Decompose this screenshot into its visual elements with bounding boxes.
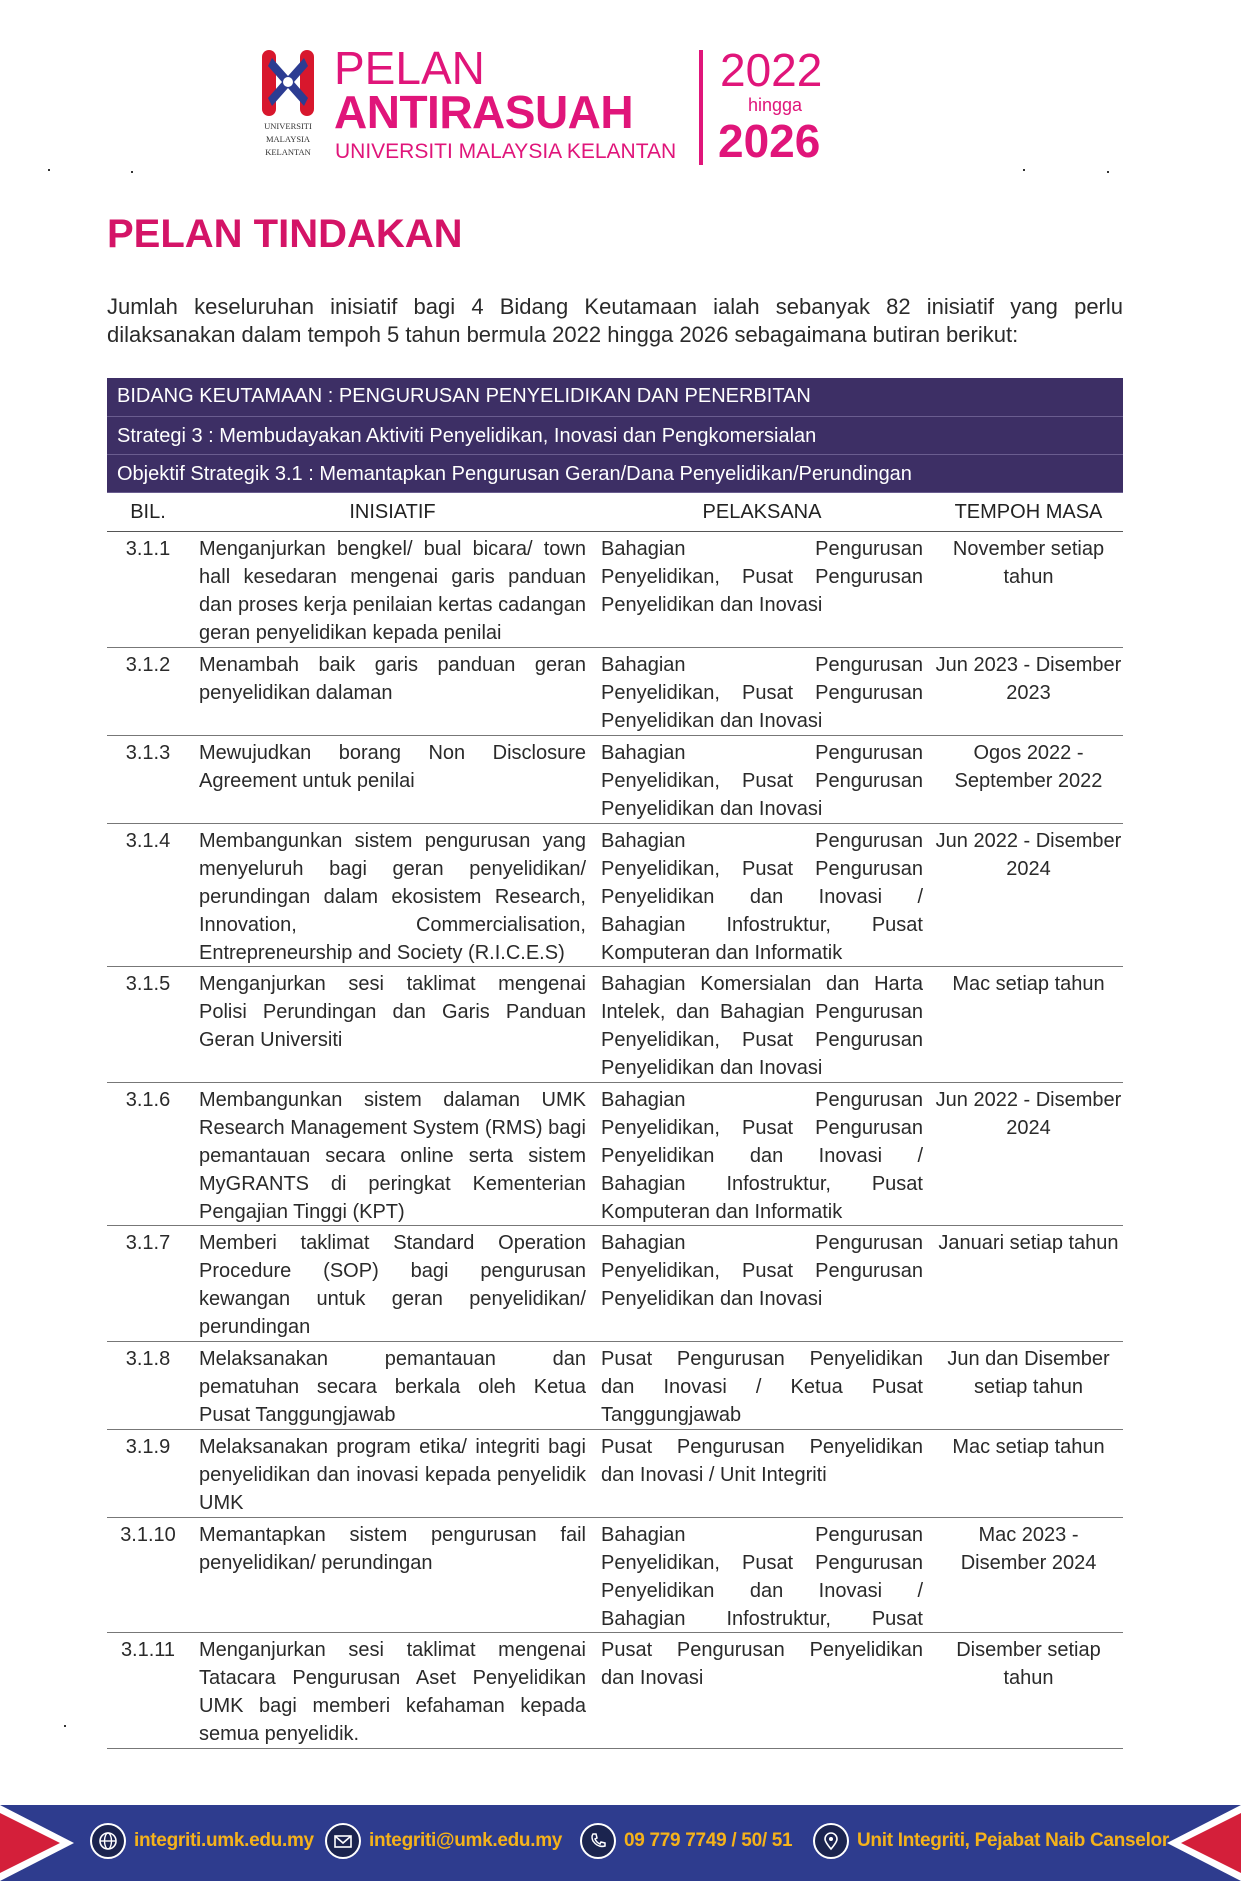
footer-email-text: integriti@umk.edu.my	[369, 1830, 563, 1851]
footer-left-arrow	[0, 1805, 80, 1881]
footer-address[interactable]	[813, 1823, 1169, 1859]
cell-pelaksana: Bahagian Pengurusan Penyelidikan, Pusat Pengurusan Penyelidikan dan Inovasi	[601, 742, 923, 820]
action-plan-table	[107, 378, 1123, 1749]
cell-pelaksana: Bahagian Komersialan dan Harta Intelek, dan Bahagian Pengurusan Penyelidikan, Pusat Pengurusan Penyelidikan dan Inovasi	[601, 973, 923, 1079]
footer-website[interactable]	[90, 1823, 314, 1859]
cell-bil: 3.1.5	[125, 973, 171, 995]
cell-inisiatif: Melaksanakan program etika/ integriti bagi penyelidikan dan inovasi kepada penyelidik UMK	[199, 1436, 586, 1514]
footer-website-text: integriti.umk.edu.my	[134, 1830, 314, 1851]
cell-pelaksana: Bahagian Pengurusan Penyelidikan, Pusat Pengurusan Penyelidikan dan Inovasi / Bahagian Infostruktur, Pusat	[601, 1524, 923, 1630]
cell-bil: 3.1.9	[125, 1436, 171, 1458]
cell-pelaksana: Bahagian Pengurusan Penyelidikan, Pusat Pengurusan Penyelidikan dan Inovasi / Bahagian Infostruktur, Pusat Komputeran dan Informatik	[601, 1089, 923, 1223]
footer-email[interactable]	[325, 1823, 562, 1859]
table-row	[107, 1633, 1123, 1749]
cell-tempoh: Jun 2023 - Disember 2023	[935, 654, 1122, 704]
cell-bil: 3.1.6	[125, 1089, 171, 1111]
cell-inisiatif: Mewujudkan borang Non Disclosure Agreement untuk penilai	[199, 742, 586, 792]
cell-bil: 3.1.2	[125, 654, 171, 676]
speck	[1107, 171, 1109, 173]
objektif-band: Objektif Strategik 3.1 : Memantapkan Pengurusan Geran/Dana Penyelidikan/Perundingan	[107, 455, 1123, 493]
cell-tempoh: Mac setiap tahun	[952, 1436, 1105, 1458]
umk-logo	[258, 48, 318, 166]
cell-tempoh: Januari setiap tahun	[938, 1232, 1119, 1254]
logo-line: MALAYSIA	[265, 134, 311, 144]
cell-bil: 3.1.11	[120, 1639, 176, 1661]
col-header-tempoh: TEMPOH MASA	[954, 500, 1103, 523]
strategi-band: Strategi 3 : Membudayakan Aktiviti Penyelidikan, Inovasi dan Pengkomersialan	[107, 417, 1123, 455]
cell-inisiatif: Memantapkan sistem pengurusan fail penyelidikan/ perundingan	[199, 1524, 586, 1574]
footer-phone[interactable]	[580, 1823, 792, 1859]
cell-inisiatif: Menganjurkan sesi taklimat mengenai Polisi Perundingan dan Garis Panduan Geran Universiti	[199, 973, 586, 1051]
logo-line: KELANTAN	[265, 147, 311, 157]
table-row	[107, 1226, 1123, 1342]
cell-pelaksana: Pusat Pengurusan Penyelidikan dan Inovasi / Ketua Pusat Tanggungjawab	[601, 1348, 923, 1426]
col-header-pelaksana: PELAKSANA	[702, 500, 822, 523]
globe-icon	[90, 1823, 126, 1859]
speck	[48, 169, 50, 171]
header-divider	[699, 50, 703, 165]
cell-pelaksana: Bahagian Pengurusan Penyelidikan, Pusat Pengurusan Penyelidikan dan Inovasi / Bahagian Infostruktur, Pusat Komputeran dan Informatik	[601, 830, 923, 964]
page-title: PELAN TINDAKAN	[107, 212, 463, 256]
cell-tempoh: November setiap tahun	[952, 538, 1105, 588]
year-start: 2022	[720, 44, 823, 96]
page-header	[258, 44, 858, 169]
col-header-bil: BIL.	[130, 500, 166, 523]
cell-inisiatif: Memberi taklimat Standard Operation Procedure (SOP) bagi pengurusan kewangan untuk geran penyelidikan/ perundingan	[199, 1232, 586, 1338]
table-header	[107, 493, 1123, 532]
table-row	[107, 1518, 1123, 1633]
cell-inisiatif: Menambah baik garis panduan geran penyelidikan dalaman	[199, 654, 586, 704]
table-row	[107, 736, 1123, 824]
table-row	[107, 648, 1123, 736]
logo-line: UNIVERSITI	[264, 121, 312, 131]
table-row	[107, 1342, 1123, 1430]
umk-logo-mark	[258, 48, 318, 118]
cell-pelaksana: Bahagian Pengurusan Penyelidikan, Pusat Pengurusan Penyelidikan dan Inovasi	[601, 538, 923, 616]
speck	[131, 171, 133, 173]
cell-pelaksana: Pusat Pengurusan Penyelidikan dan Inovasi	[601, 1639, 923, 1689]
cell-inisiatif: Membangunkan sistem dalaman UMK Research Management System (RMS) bagi pemantauan secara online serta sistem MyGRANTS di peringkat Kementerian Pengajian Tinggi (KPT)	[199, 1089, 586, 1223]
bidang-band: BIDANG KEUTAMAAN : PENGURUSAN PENYELIDIKAN DAN PENERBITAN	[107, 378, 1123, 417]
footer-address-text: Unit Integriti, Pejabat Naib Canselor	[857, 1830, 1169, 1851]
brand-title-line2: ANTIRASUAH	[334, 86, 634, 138]
cell-bil: 3.1.7	[125, 1232, 171, 1254]
cell-bil: 3.1.4	[125, 830, 171, 852]
brand-university: UNIVERSITI MALAYSIA KELANTAN	[335, 140, 677, 163]
year-separator: hingga	[748, 95, 803, 115]
cell-bil: 3.1.3	[125, 742, 171, 764]
cell-tempoh: Jun 2022 - Disember 2024	[935, 830, 1122, 880]
cell-tempoh: Jun 2022 - Disember 2024	[935, 1089, 1122, 1139]
table-row	[107, 532, 1123, 648]
table-row	[107, 967, 1123, 1083]
logo-caption	[262, 120, 314, 159]
footer-right-arrow	[1161, 1805, 1241, 1881]
cell-bil: 3.1.1	[125, 538, 171, 560]
cell-bil: 3.1.10	[120, 1524, 176, 1546]
email-icon	[325, 1823, 361, 1859]
table-row	[107, 1083, 1123, 1226]
cell-pelaksana: Bahagian Pengurusan Penyelidikan, Pusat Pengurusan Penyelidikan dan Inovasi	[601, 1232, 923, 1310]
col-header-inisiatif: INISIATIF	[349, 500, 436, 523]
brand-title-line1: PELAN	[334, 42, 485, 94]
intro-paragraph: Jumlah keseluruhan inisiatif bagi 4 Bidang Keutamaan ialah sebanyak 82 inisiatif yang perlu dilaksanakan dalam tempoh 5 tahun bermula 2022 hingga 2026 sebagaimana butiran berikut:	[107, 294, 1123, 347]
cell-inisiatif: Membangunkan sistem pengurusan yang menyeluruh bagi geran penyelidikan/ perundingan dalam ekosistem Research, Innovation, Commercialisation, Entrepreneurship and Society (R.I.C.E.S)	[199, 830, 586, 964]
cell-tempoh: Ogos 2022 - September 2022	[954, 742, 1103, 792]
phone-icon	[580, 1823, 616, 1859]
footer-phone-text: 09 779 7749 / 50/ 51	[624, 1830, 793, 1851]
table-row	[107, 1430, 1123, 1518]
cell-pelaksana: Pusat Pengurusan Penyelidikan dan Inovasi / Unit Integriti	[601, 1436, 923, 1486]
cell-bil: 3.1.8	[125, 1348, 171, 1370]
cell-inisiatif: Melaksanakan pemantauan dan pematuhan secara berkala oleh Ketua Pusat Tanggungjawab	[199, 1348, 586, 1426]
cell-tempoh: Mac 2023 - Disember 2024	[960, 1524, 1097, 1574]
speck	[1023, 169, 1025, 171]
cell-tempoh: Mac setiap tahun	[952, 973, 1105, 995]
table-row	[107, 824, 1123, 967]
contact-footer	[0, 1805, 1241, 1881]
cell-inisiatif: Menganjurkan bengkel/ bual bicara/ town hall kesedaran mengenai garis panduan dan proses kerja penilaian kertas cadangan geran penyelidikan kepada penilai	[199, 538, 586, 644]
speck	[64, 1725, 66, 1727]
cell-pelaksana: Bahagian Pengurusan Penyelidikan, Pusat Pengurusan Penyelidikan dan Inovasi	[601, 654, 923, 732]
cell-tempoh: Disember setiap tahun	[956, 1639, 1101, 1689]
year-end: 2026	[718, 115, 821, 167]
cell-tempoh: Jun dan Disember setiap tahun	[947, 1348, 1110, 1398]
cell-inisiatif: Menganjurkan sesi taklimat mengenai Tatacara Pengurusan Aset Penyelidikan UMK bagi memberi kefahaman kepada semua penyelidik.	[199, 1639, 586, 1745]
location-icon	[813, 1823, 849, 1859]
